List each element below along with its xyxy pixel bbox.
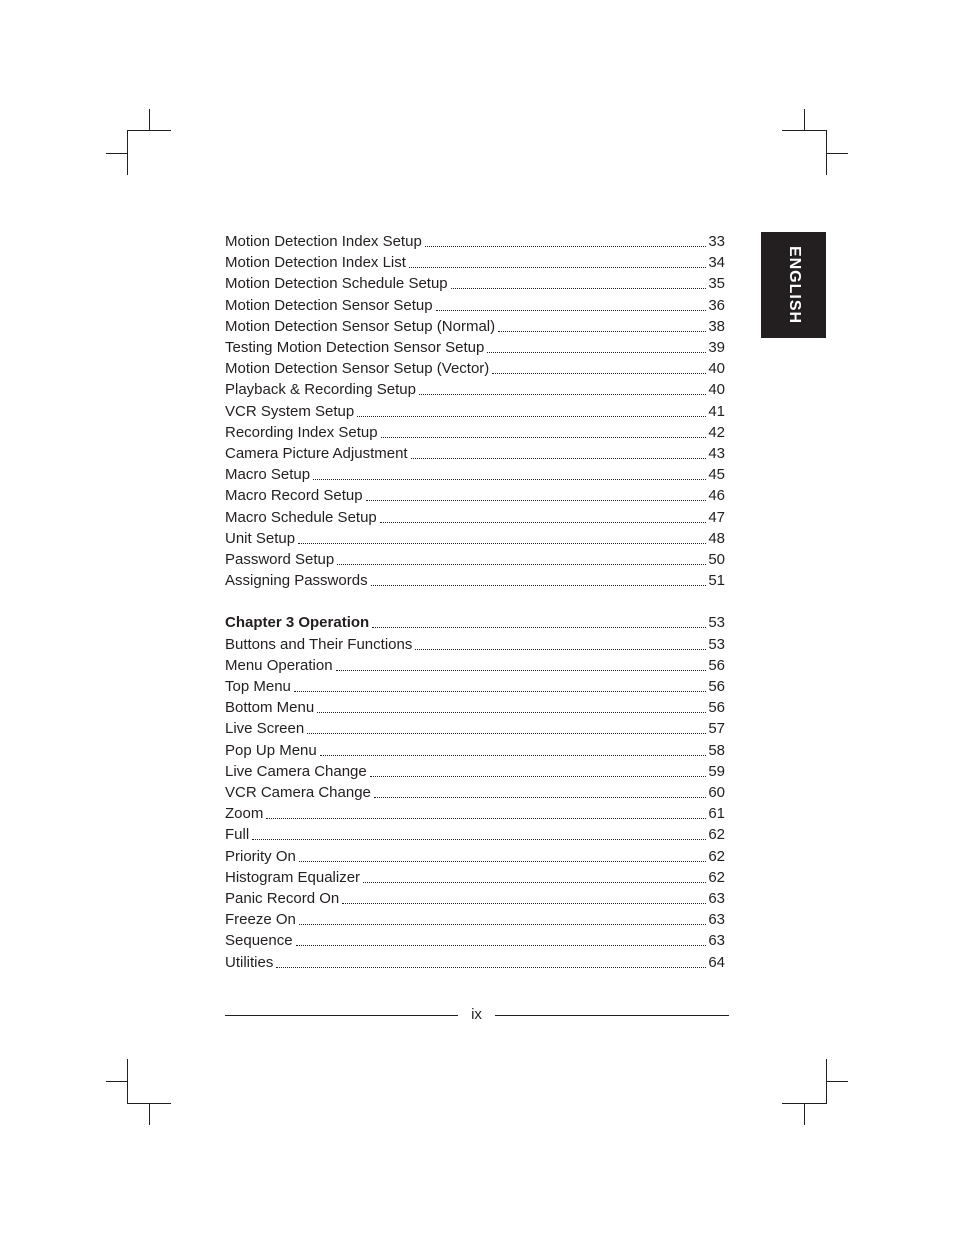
crop-mark: [826, 1081, 848, 1082]
toc-entry-page: 40: [708, 360, 725, 378]
toc-dot-leader: [296, 945, 707, 946]
toc-dot-leader: [342, 903, 706, 904]
toc-entry[interactable]: [225, 675, 725, 696]
toc-entry-page: 62: [708, 847, 725, 865]
toc-entry-page: 63: [708, 890, 725, 907]
toc-entry[interactable]: [225, 633, 725, 654]
toc-entry[interactable]: [225, 823, 725, 844]
page-number: ix: [471, 1006, 482, 1023]
toc-dot-leader: [380, 522, 707, 523]
toc-entry-page: 38: [708, 317, 725, 335]
toc-dot-leader: [357, 416, 706, 417]
toc-dot-leader: [366, 500, 707, 501]
toc-dot-leader: [298, 543, 706, 544]
toc-entry-page: 51: [708, 572, 725, 590]
toc-entry-title: Motion Detection Sensor Setup (Vector): [225, 360, 490, 378]
toc-entry-title: Motion Detection Index List: [225, 254, 406, 272]
toc-entry[interactable]: [225, 484, 725, 505]
toc-dot-leader: [294, 691, 706, 692]
toc-entry[interactable]: [225, 378, 725, 399]
toc-dot-leader: [299, 861, 706, 862]
toc-dot-leader: [409, 267, 706, 268]
toc-entry-title: Playback & Recording Setup: [225, 381, 416, 399]
toc-entry-page: 59: [708, 762, 725, 780]
toc-entry[interactable]: [225, 781, 725, 802]
toc-dot-leader: [252, 839, 706, 840]
toc-entry-page: 45: [708, 466, 725, 484]
crop-mark: [826, 153, 848, 154]
toc-entry[interactable]: [225, 548, 725, 569]
footer-rule-right: [495, 1015, 729, 1016]
toc-entry-page: 56: [708, 699, 725, 717]
toc-entry-page: 36: [708, 296, 725, 314]
toc-entry-page: 62: [708, 826, 725, 844]
toc-entry-page: 64: [708, 953, 725, 971]
toc-entry[interactable]: [225, 845, 725, 866]
toc-entry-page: 62: [708, 868, 725, 886]
toc-entry-page: 46: [708, 487, 725, 505]
toc-entry[interactable]: [225, 336, 725, 357]
toc-dot-leader: [451, 288, 707, 289]
toc-entry-title: Motion Detection Sensor Setup: [225, 296, 433, 314]
toc-dot-leader: [371, 585, 707, 586]
toc-dot-leader: [492, 373, 706, 374]
toc-entry-page: 47: [708, 508, 725, 526]
toc-entry-title: Unit Setup: [225, 529, 296, 547]
toc-entry[interactable]: [225, 315, 725, 336]
toc-entry-title: Live Camera Change: [225, 762, 367, 780]
toc-entry[interactable]: [225, 251, 725, 272]
language-tab-label: ENGLISH: [785, 245, 803, 325]
toc-dot-leader: [372, 627, 706, 628]
toc-entry[interactable]: [225, 739, 725, 760]
toc-entry-title: Pop Up Menu: [225, 741, 317, 759]
toc-entry[interactable]: [225, 654, 725, 675]
toc-dot-leader: [337, 564, 706, 565]
crop-mark: [804, 1103, 805, 1125]
toc-entry[interactable]: [225, 929, 725, 950]
toc-entry[interactable]: [225, 569, 725, 590]
toc-entry[interactable]: [225, 802, 725, 823]
language-tab: [761, 232, 826, 338]
toc-dot-leader: [320, 755, 707, 756]
toc-dot-leader: [276, 967, 706, 968]
toc-entry-page: 56: [708, 656, 725, 674]
toc-entry-page: 58: [708, 741, 725, 759]
toc-entry-title: Chapter 3 Operation: [225, 614, 370, 632]
toc-entry-title: Assigning Passwords: [225, 572, 368, 590]
toc-entry-title: Buttons and Their Functions: [225, 635, 413, 653]
toc-dot-leader: [370, 776, 707, 777]
crop-mark: [149, 109, 150, 131]
toc-entry-title: Password Setup: [225, 551, 335, 568]
toc-entry-title: Menu Operation: [225, 656, 333, 674]
toc-entry-title: Panic Record On: [225, 890, 340, 907]
toc-entry-title: Macro Setup: [225, 466, 311, 484]
toc-entry-page: 43: [708, 445, 725, 462]
toc-entry-page: 61: [708, 805, 725, 823]
toc-dot-leader: [487, 352, 706, 353]
crop-mark: [106, 153, 128, 154]
toc-dot-leader: [307, 733, 706, 734]
toc-entry[interactable]: [225, 887, 725, 908]
toc-entry-title: Testing Motion Detection Sensor Setup: [225, 339, 485, 356]
toc-entry[interactable]: [225, 463, 725, 484]
toc-chapter-heading[interactable]: [225, 611, 725, 632]
toc-dot-leader: [419, 394, 706, 395]
toc-entry[interactable]: [225, 908, 725, 929]
toc-entry-page: 33: [708, 233, 725, 250]
toc-entry-title: Zoom: [225, 805, 264, 823]
toc-entry-page: 63: [708, 932, 725, 950]
toc-dot-leader: [336, 670, 707, 671]
toc-entry[interactable]: [225, 272, 725, 293]
crop-mark: [782, 130, 827, 131]
toc-entry-title: Motion Detection Schedule Setup: [225, 275, 448, 293]
toc-dot-leader: [381, 437, 707, 438]
toc-entry-page: 63: [708, 911, 725, 929]
toc-entry-title: Motion Detection Index Setup: [225, 233, 422, 250]
toc-entry-title: Macro Record Setup: [225, 487, 363, 505]
toc-entry[interactable]: [225, 230, 725, 251]
toc-entry-page: 35: [708, 275, 725, 293]
toc-entry-page: 39: [708, 339, 725, 356]
toc-entry[interactable]: [225, 442, 725, 463]
toc-entry-title: Recording Index Setup: [225, 423, 378, 441]
toc-entry-title: Bottom Menu: [225, 699, 315, 717]
toc-entry-title: Camera Picture Adjustment: [225, 445, 408, 462]
toc-entry[interactable]: [225, 951, 725, 972]
toc-dot-leader: [266, 818, 706, 819]
toc-dot-leader: [374, 797, 706, 798]
toc-entry-title: Top Menu: [225, 678, 291, 695]
toc-dot-leader: [317, 712, 706, 713]
toc-entry[interactable]: [225, 696, 725, 717]
toc-entry[interactable]: [225, 400, 725, 421]
toc-entry[interactable]: [225, 421, 725, 442]
toc-dot-leader: [411, 458, 707, 459]
crop-mark: [128, 130, 171, 131]
toc-entry[interactable]: [225, 527, 725, 548]
toc-entry-title: Histogram Equalizer: [225, 868, 361, 886]
toc-dot-leader: [436, 310, 707, 311]
toc-entry-title: Live Screen: [225, 720, 305, 738]
toc-entry-title: Motion Detection Sensor Setup (Normal): [225, 317, 496, 335]
crop-mark: [149, 1103, 150, 1125]
toc-entry-title: VCR System Setup: [225, 402, 355, 420]
toc-entry[interactable]: [225, 294, 725, 315]
toc-entry-title: Macro Schedule Setup: [225, 508, 377, 526]
toc-entry-page: 53: [708, 635, 725, 653]
toc-entry-page: 48: [708, 529, 725, 547]
toc-entry-page: 56: [708, 678, 725, 695]
toc-entry[interactable]: [225, 717, 725, 738]
toc-entry-page: 50: [708, 551, 725, 568]
toc-dot-leader: [415, 649, 706, 650]
toc-entry-page: 42: [708, 423, 725, 441]
toc-dot-leader: [363, 882, 706, 883]
toc-entry-page: 60: [708, 784, 725, 801]
toc-entry-title: Utilities: [225, 953, 274, 971]
toc-entry-title: Priority On: [225, 847, 296, 865]
crop-mark: [804, 109, 805, 131]
toc-dot-leader: [299, 924, 706, 925]
toc-entry-title: Full: [225, 826, 250, 844]
toc-entry[interactable]: [225, 760, 725, 781]
toc-entry[interactable]: [225, 357, 725, 378]
toc-entry-page: 34: [708, 254, 725, 272]
toc-entry-page: 41: [708, 402, 725, 420]
toc-entry-page: 53: [708, 614, 725, 632]
toc-entry-title: VCR Camera Change: [225, 784, 371, 801]
toc-entry-page: 40: [708, 381, 725, 399]
crop-mark: [106, 1081, 128, 1082]
toc-entry[interactable]: [225, 506, 725, 527]
toc-entry[interactable]: [225, 866, 725, 887]
toc-dot-leader: [425, 246, 707, 247]
toc-dot-leader: [498, 331, 706, 332]
toc-dot-leader: [313, 479, 706, 480]
footer-rule-left: [225, 1015, 458, 1016]
toc-entry-page: 57: [708, 720, 725, 738]
toc-entry-title: Sequence: [225, 932, 293, 950]
toc-entry-title: Freeze On: [225, 911, 296, 929]
